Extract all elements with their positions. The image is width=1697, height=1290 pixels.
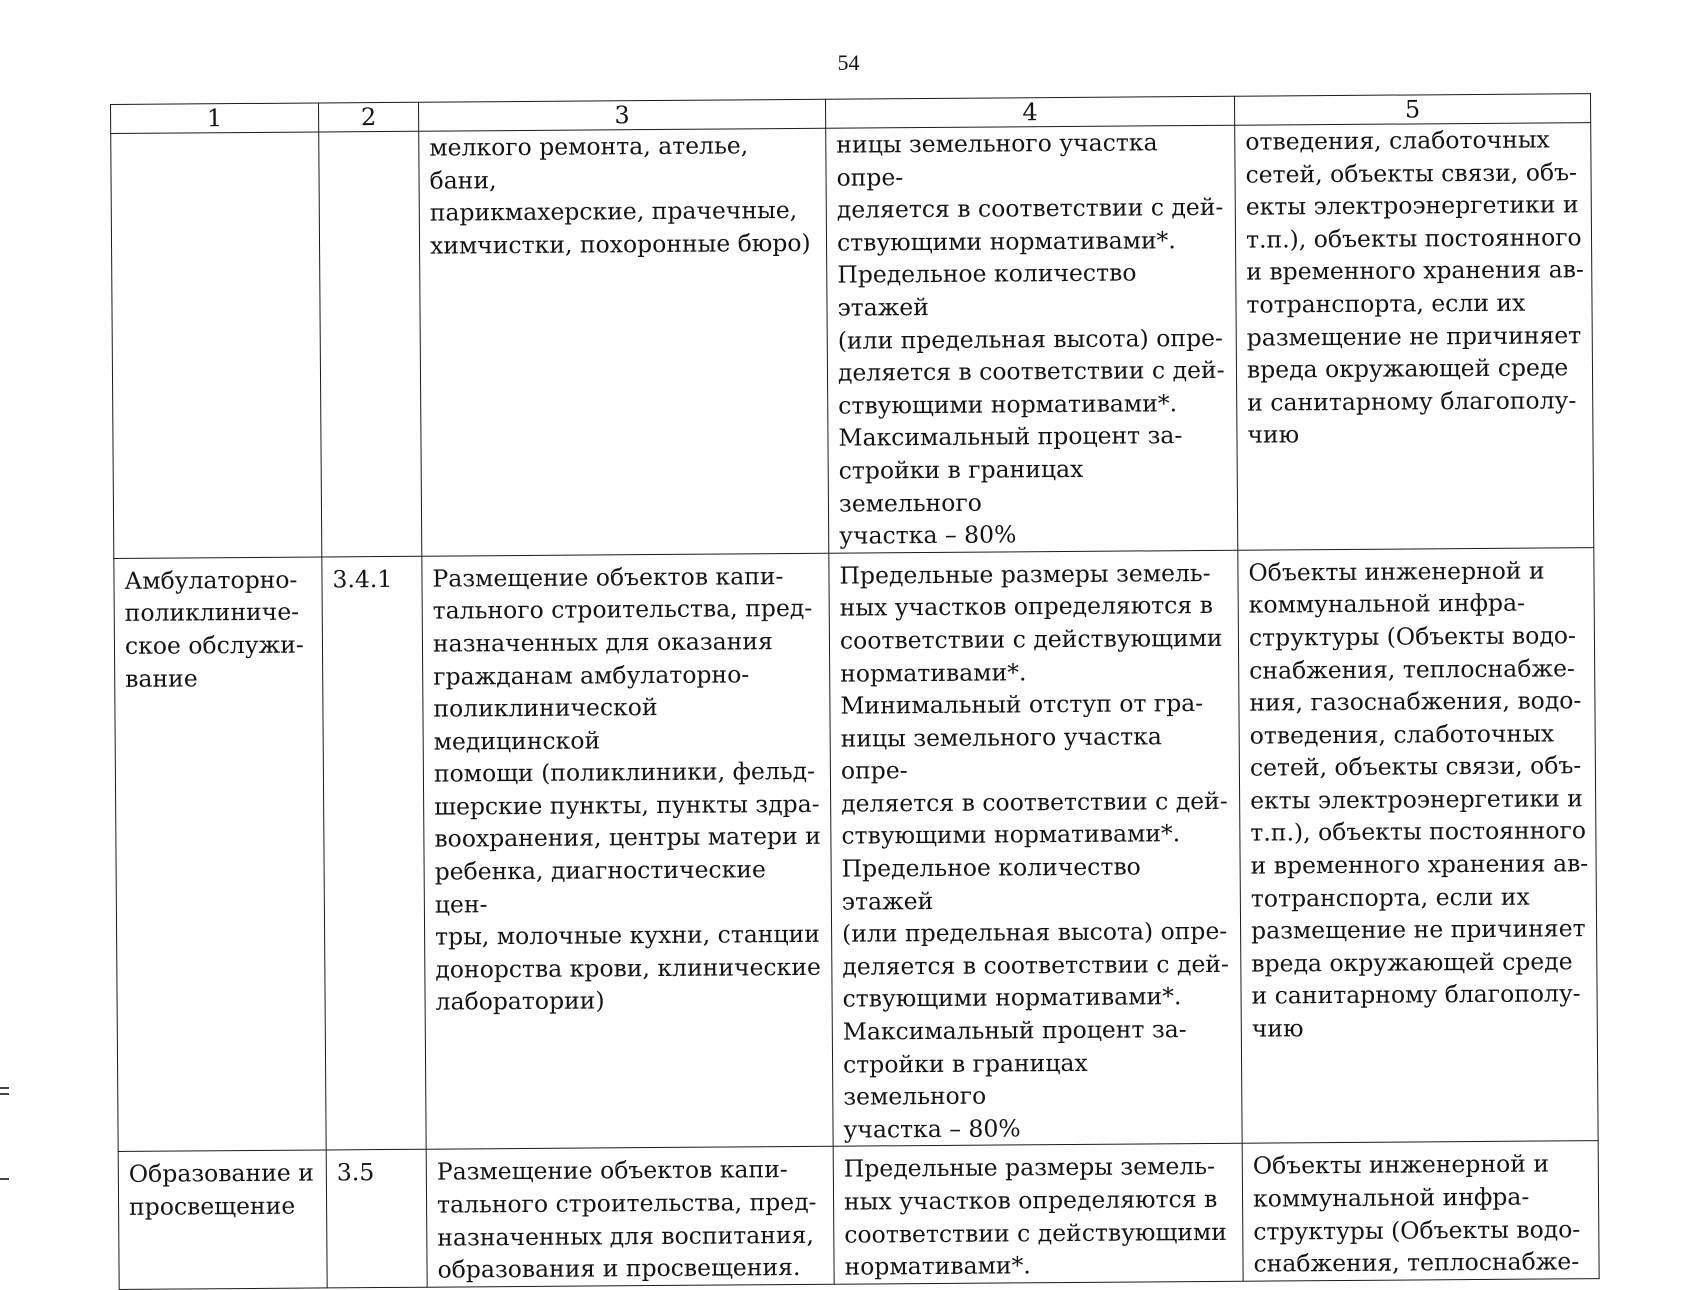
auxiliary-uses: Объекты инженерной и коммунальной инфра- структуры (Объекты водо- снабжения, теплоснабже- xyxy=(1252,1149,1581,1278)
use-type-code-cell xyxy=(322,556,426,1150)
auxiliary-cell xyxy=(1242,1141,1599,1281)
header-col-3: 3 xyxy=(418,99,825,131)
use-description: Размещение объектов капи- тального строительства, пред- назначенных для воспитания, образования и просвещения. xyxy=(436,1155,817,1284)
header-col-1: 1 xyxy=(111,103,319,134)
margin-mark xyxy=(0,1178,9,1180)
use-type-name xyxy=(121,133,312,134)
auxiliary-uses: Объекты инженерной и коммунальной инфра- структуры (Объекты водо- снабжения, теплоснабже- ния, газоснабжения, водо- отведения, слаботочных сетей, объекты связи, объ- екты электроэнергетики и т.п.), объекты постоянного и временного хранения ав- тотранспорта, если их размещение не причиняет вреда окружающей среде и санитарному благополу- чию xyxy=(1248,556,1589,1043)
table-row xyxy=(111,123,1594,559)
land-use-table xyxy=(110,93,1600,1290)
use-type-code: 3.5 xyxy=(336,1158,375,1187)
use-type-name-cell xyxy=(114,557,326,1152)
parameters-cell xyxy=(829,550,1242,1147)
margin-mark xyxy=(0,1093,9,1095)
auxiliary-uses: отведения, слаботочных сетей, объекты связи, объ- екты электроэнергетики и т.п.), объекты постоянного и временного хранения ав- тотранспорта, если их размещение не причиняет вреда окружающей среде и санитарному благополу- чию xyxy=(1245,125,1584,450)
use-type-code: 3.4.1 xyxy=(332,564,393,594)
parameters-cell xyxy=(833,1144,1243,1284)
regulations-table xyxy=(110,93,1600,1290)
parameters-cell xyxy=(826,125,1238,553)
use-description: Размещение объектов капи- тального строительства, пред- назначенных для оказания гражданам амбулаторно- поликлинической медицинской помощи (поликлиники, фельд- шерские пункты, пункты здра- воохранения, центры матери и ребенка, диагностические цен- тры, молочные кухни, станции донорства крови, клинические лаборатории) xyxy=(432,561,821,1017)
auxiliary-cell xyxy=(1238,547,1598,1143)
description-cell xyxy=(422,553,833,1150)
use-type-code xyxy=(329,132,412,133)
header-col-2: 2 xyxy=(318,102,418,132)
construction-parameters: ницы земельного участка опре- деляется в соответствии с дей- ствующими нормативами*. Предельное количество этажей (или предельная высота) опре- деляется в соответствии с дей- ствующими нормативами*. Максимальный процент за- стройки в границах земельного участка – 80% xyxy=(836,128,1225,550)
use-type-name-cell xyxy=(111,132,322,558)
construction-parameters: Предельные размеры земель- ных участков определяются в соответствии с действующими нормативами*. xyxy=(843,1152,1227,1281)
construction-parameters: Предельные размеры земель- ных участков определяются в соответствии с действующими нормативами*. Минимальный отступ от гра- ницы земельного участка опре- деляется в соответствии с дей- ствующими нормативами*. Предельное количество этажей (или предельная высота) опре- деляется в соответствии с дей- ствующими нормативами*. Максимальный процент за- стройки в границах земельного участка – 80% xyxy=(839,558,1230,1144)
header-col-4: 4 xyxy=(825,96,1234,128)
use-type-name: Образование и просвещение xyxy=(128,1158,314,1221)
use-type-name-cell xyxy=(118,1150,327,1289)
header-col-5: 5 xyxy=(1234,94,1590,126)
table-row xyxy=(118,1141,1599,1289)
page-number: 54 xyxy=(837,50,860,75)
use-type-code-cell xyxy=(319,131,422,556)
description-cell xyxy=(419,128,829,556)
use-type-name: Амбулаторно- поликлиниче- ское обслужи- вание xyxy=(124,565,304,693)
description-cell xyxy=(426,1147,834,1287)
auxiliary-cell xyxy=(1235,123,1594,550)
use-description: мелкого ремонта, ателье, бани, парикмахерские, прачечные, химчистки, похоронные бюро) xyxy=(429,131,811,260)
margin-mark xyxy=(0,1087,9,1089)
table-row xyxy=(114,547,1598,1152)
use-type-code-cell xyxy=(326,1150,427,1288)
